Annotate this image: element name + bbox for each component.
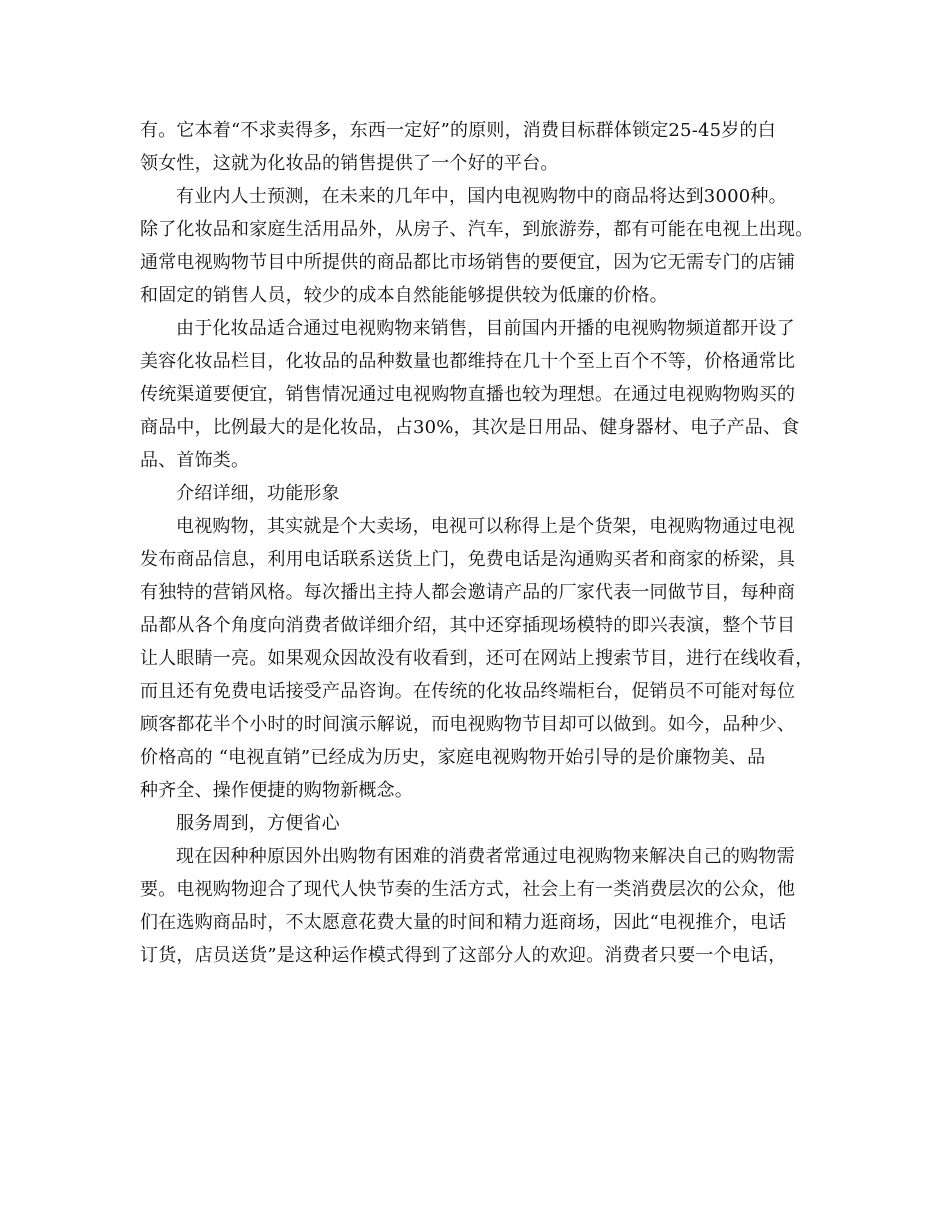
text-line: 电视购物，其实就是个大卖场，电视可以称得上是个货架，电视购物通过电视	[176, 516, 795, 537]
paragraph	[140, 114, 830, 180]
text-line: 品都从各个角度向消费者做详细介绍，其中还穿插现场模特的即兴表演，整个节目	[140, 615, 796, 636]
section-heading: 服务周到，方便省心	[176, 813, 340, 834]
paragraph	[140, 312, 830, 477]
text-line: 订货，店员送货”是这种运作模式得到了这部分人的欢迎。消费者只要一个电话，	[140, 945, 787, 966]
text-line: 品、首饰类。	[140, 450, 250, 471]
text-line: 有独特的营销风格。每次播出主持人都会邀请产品的厂家代表一同做节目，每种商	[140, 582, 796, 603]
text-line: 除了化妆品和家庭生活用品外，从房子、汽车，到旅游券，都有可能在电视上出现。	[140, 219, 814, 240]
paragraph	[140, 180, 830, 312]
text-line: 传统渠道要便宜，销售情况通过电视购物直播也较为理想。在通过电视购物购买的	[140, 384, 796, 405]
text-line: 有业内人士预测，在未来的几年中，国内电视购物中的商品将达到3000种。	[176, 186, 787, 207]
text-line: 商品中，比例最大的是化妆品，占30%，其次是日用品、健身器材、电子产品、食	[140, 417, 800, 438]
text-line: 要。电视购物迎合了现代人快节奏的生活方式，社会上有一类消费层次的公众，他	[140, 879, 796, 900]
text-line: 领女性，这就为化妆品的销售提供了一个好的平台。	[140, 153, 559, 174]
text-line: 通常电视购物节目中所提供的商品都比市场销售的要便宜，因为它无需专门的店铺	[140, 252, 796, 273]
text-line: 们在选购商品时，不太愿意花费大量的时间和精力逛商场，因此“电视推介，电话	[140, 912, 787, 933]
text-line: 由于化妆品适合通过电视购物来销售，目前国内开播的电视购物频道都开设了	[176, 318, 795, 339]
text-line: 让人眼睛一亮。如果观众因故没有收看到，还可在网站上搜索节目，进行在线收看，	[140, 648, 814, 669]
text-line: 发布商品信息，利用电话联系送货上门，免费电话是沟通购买者和商家的桥梁，具	[140, 549, 796, 570]
text-line: 和固定的销售人员，较少的成本自然能能够提供较为低廉的价格。	[140, 285, 668, 306]
text-line: 种齐全、操作便捷的购物新概念。	[140, 780, 413, 801]
document-body	[140, 114, 830, 972]
text-line: 现在因种种原因外出购物有困难的消费者常通过电视购物来解决自己的购物需	[176, 846, 795, 867]
paragraph	[140, 840, 830, 972]
text-line: 有。它本着“不求卖得多，东西一定好”的原则，消费目标群体锁定25-45岁的白	[140, 120, 776, 141]
text-line: 美容化妆品栏目，化妆品的品种数量也都维持在几十个至上百个不等，价格通常比	[140, 351, 796, 372]
text-line: 顾客都花半个小时的时间演示解说，而电视购物节目却可以做到。如今，品种少、	[140, 714, 796, 735]
section-heading: 介绍详细，功能形象	[176, 483, 340, 504]
paragraph	[140, 510, 830, 807]
text-line: 而且还有免费电话接受产品咨询。在传统的化妆品终端柜台，促销员不可能对每位	[140, 681, 796, 702]
text-line: 价格高的 “电视直销”已经成为历史，家庭电视购物开始引导的是价廉物美、品	[140, 747, 766, 768]
